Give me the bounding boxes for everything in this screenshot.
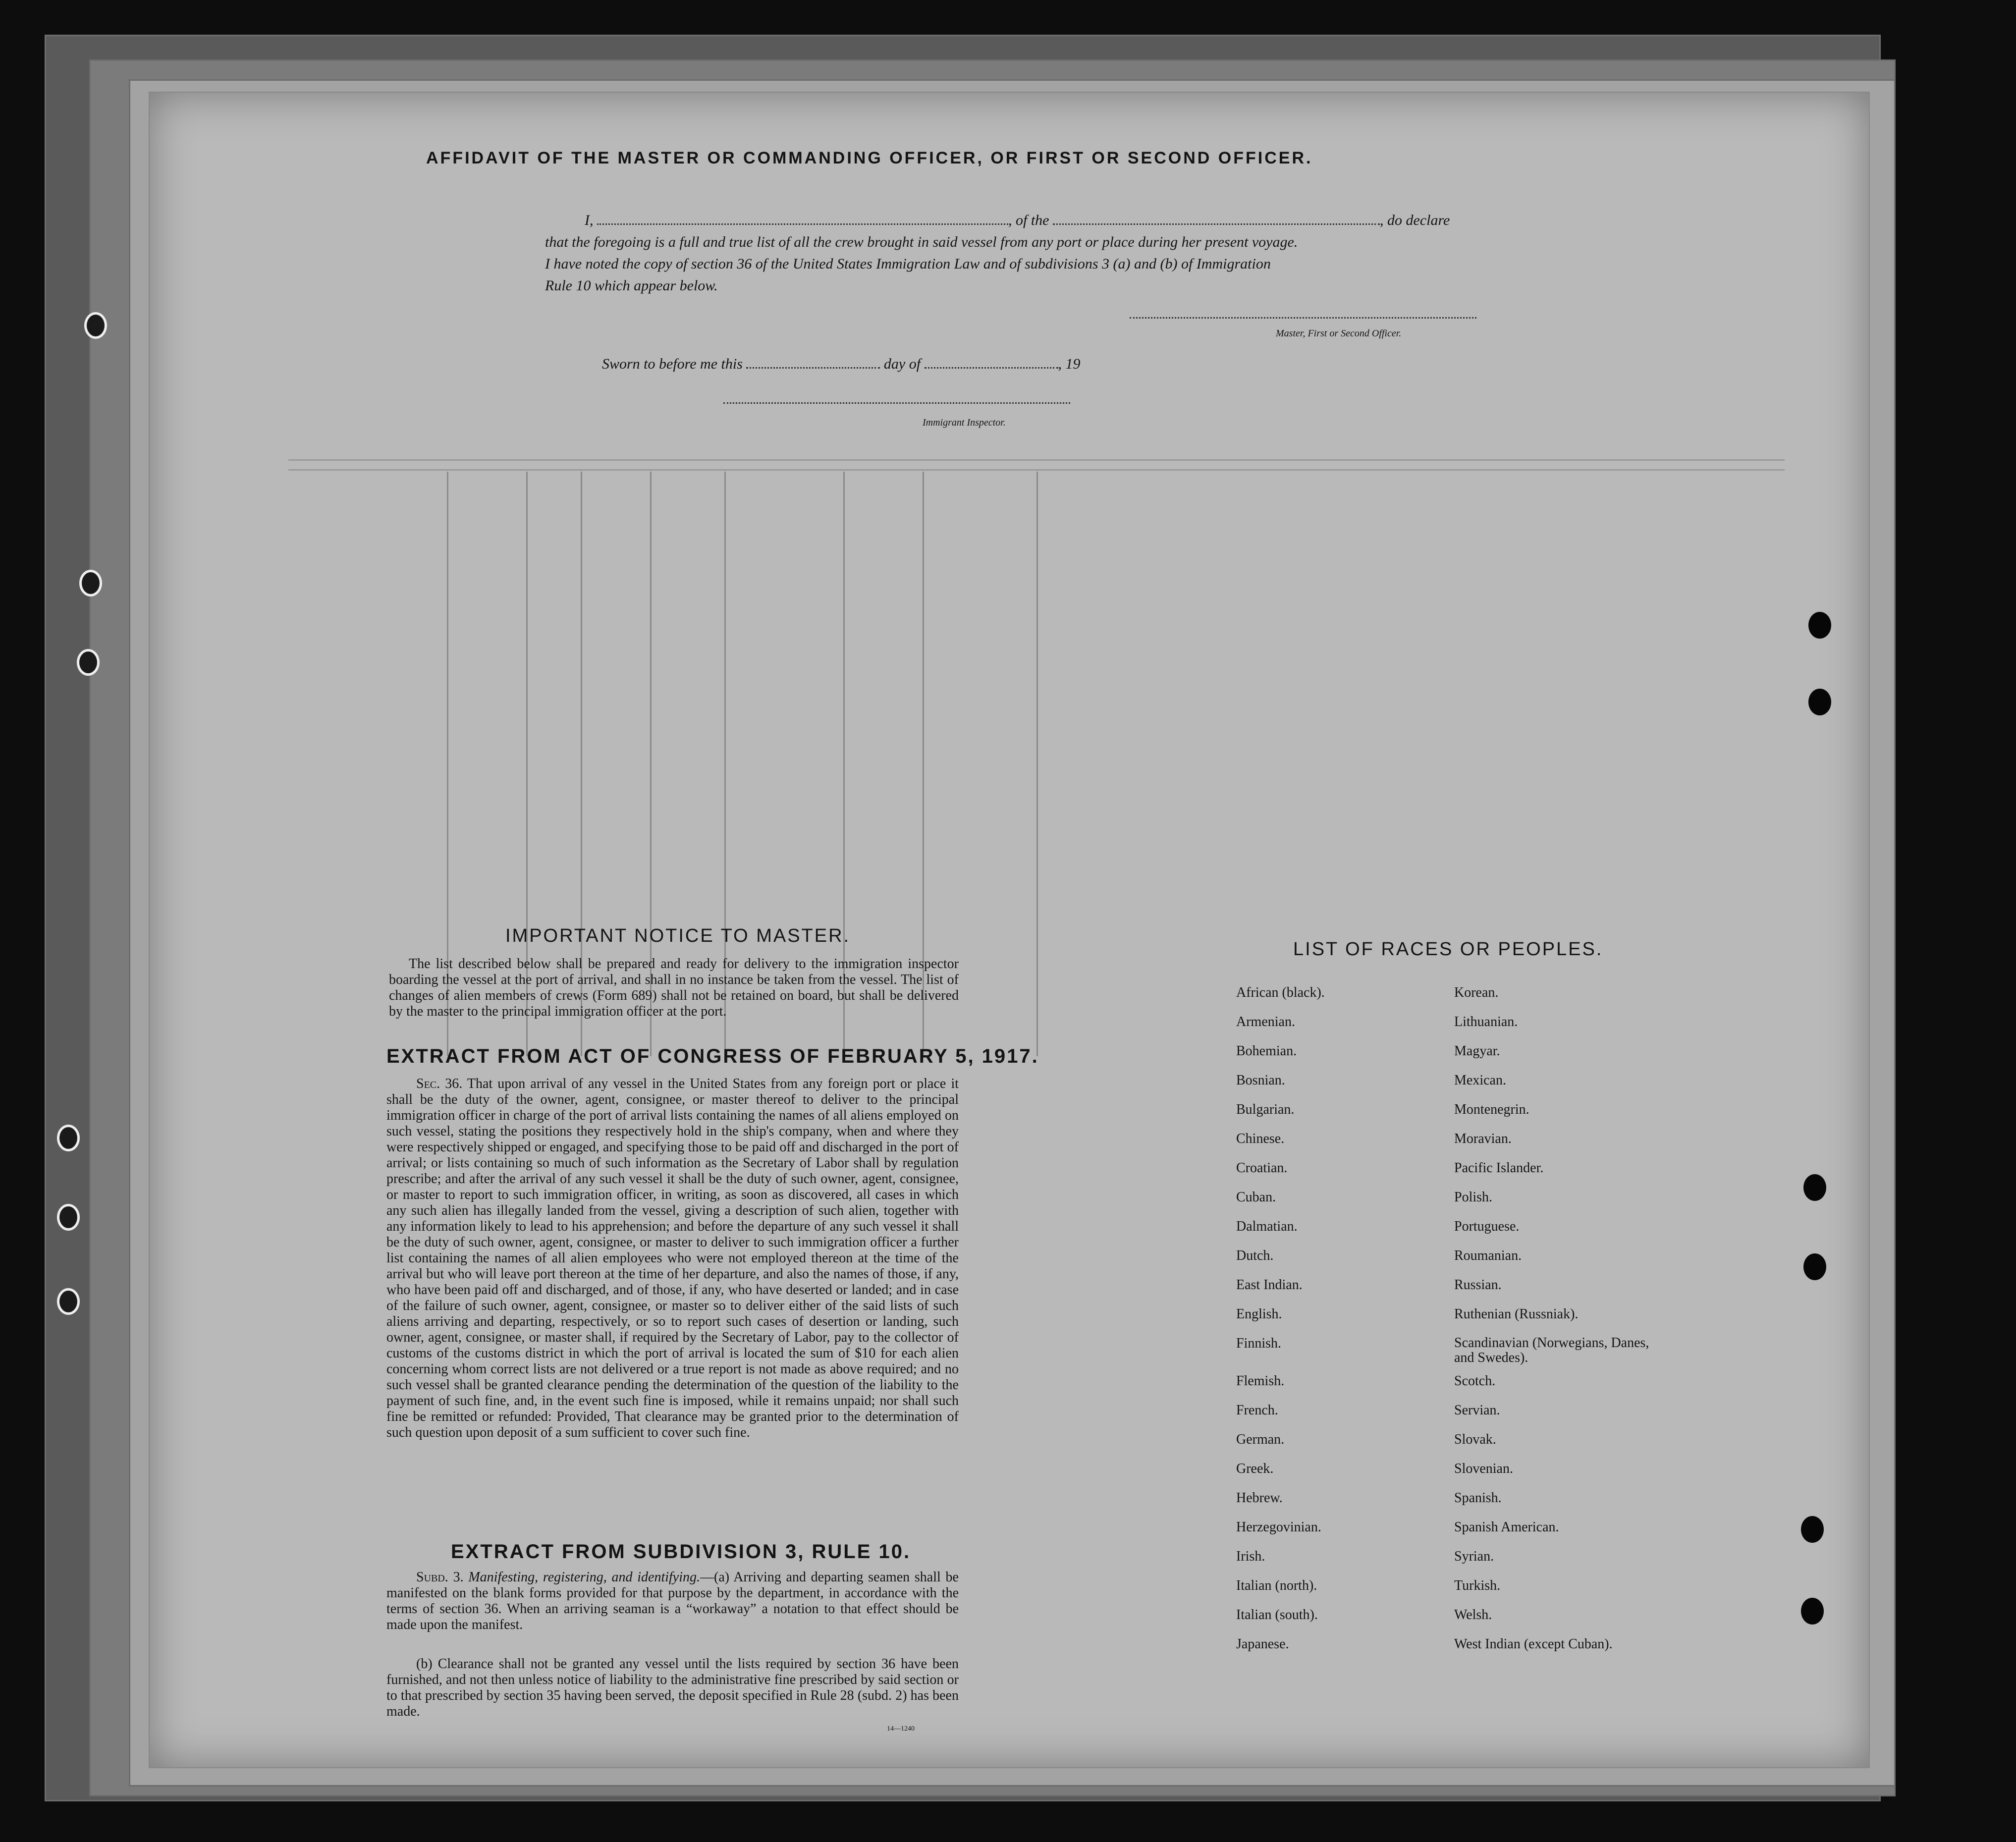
race-item: Greek. bbox=[1236, 1461, 1274, 1476]
binder-hole bbox=[77, 649, 100, 676]
manifest-page bbox=[149, 92, 1870, 1768]
binder-hole bbox=[79, 570, 102, 596]
race-item: Polish. bbox=[1454, 1190, 1493, 1205]
race-item: Armenian. bbox=[1236, 1014, 1295, 1029]
extract-act-title: EXTRACT FROM ACT OF CONGRESS OF FEBRUARY 5, 1917. bbox=[386, 1045, 1039, 1067]
binder-hole bbox=[57, 1288, 80, 1315]
race-item: French. bbox=[1236, 1403, 1278, 1418]
affidavit-i: I, bbox=[585, 212, 594, 228]
race-item: Scandinavian (Norwegians, Danes, and Swedes). bbox=[1454, 1335, 1649, 1365]
binder-hole bbox=[1808, 689, 1831, 715]
race-item: African (black). bbox=[1236, 985, 1325, 1000]
race-item: Ruthenian (Russniak). bbox=[1454, 1306, 1579, 1322]
extract-rule-title: EXTRACT FROM SUBDIVISION 3, RULE 10. bbox=[451, 1541, 911, 1563]
day-of-label: day of bbox=[883, 356, 921, 372]
binder-hole bbox=[1803, 1253, 1826, 1280]
race-item: Italian (south). bbox=[1236, 1607, 1318, 1623]
race-item: Syrian. bbox=[1454, 1549, 1494, 1564]
race-item: Bulgarian. bbox=[1236, 1102, 1295, 1117]
binder-hole bbox=[1808, 612, 1831, 639]
race-item: Spanish. bbox=[1454, 1490, 1502, 1506]
race-item: Slovak. bbox=[1454, 1432, 1496, 1447]
race-item: Turkish. bbox=[1454, 1578, 1501, 1593]
race-item: Montenegrin. bbox=[1454, 1102, 1529, 1117]
affidavit-line-2: that the foregoing is a full and true list of all the crew brought in said vessel from any port or place during her present voyage. bbox=[545, 234, 1298, 250]
binder-hole bbox=[57, 1125, 80, 1151]
master-signature-line[interactable] bbox=[1130, 317, 1476, 319]
bleed-through-rule bbox=[288, 469, 1785, 471]
extract-act-body bbox=[386, 1076, 959, 1441]
form-number: 14—1240 bbox=[887, 1725, 915, 1733]
inspector-signature-line[interactable] bbox=[723, 402, 1070, 404]
race-item: Dutch. bbox=[1236, 1248, 1274, 1263]
race-item: Italian (north). bbox=[1236, 1578, 1317, 1593]
affidavit-declare: , do declare bbox=[1380, 212, 1450, 228]
race-item: German. bbox=[1236, 1432, 1285, 1447]
year-label: , 19 bbox=[1058, 356, 1081, 372]
master-signature-label: Master, First or Second Officer. bbox=[1276, 328, 1402, 339]
vessel-field[interactable] bbox=[1053, 223, 1380, 225]
section-text: That upon arrival of any vessel in the United States from any foreign port or place it shall be the duty of the owner, agent, consignee, or master thereof to deliver to the principal immigration officer in charge of the port of arrival lists containing the names of all aliens employed on such vessel, stating the positions they respectively hold in the ship's company, when and where they were respectively shipped or engaged, and specifying those to be paid off and discharged in the port of arrival; or lists containing so much of such information as the Secretary of Labor shall by regulation prescribe; and after the arrival of any such vessel it shall be the duty of such owner, agent, consignee, or master to report to such immigration officer, in writing, as soon as discovered, all cases in which any such alien has illegally landed from the vessel, giving a description of such alien, together with any information likely to lead to his apprehension; and before the departure of any such vessel it shall be the duty of such owner, agent, consignee, or master to deliver to such immigration officer a further list containing the names of all alien employees who were not employed thereon at the time of the arrival but who will leave port thereon at the time of her departure, and also the names of those, if any, who have been paid off and discharged, and of those, if any, who have deserted or landed; and in case of the failure of such owner, agent, consignee, or master so to deliver either of the said lists of such aliens arriving and departing, respectively, or so to report such cases of desertion or landing, such owner, agent, consignee, or master shall, if required by the Secretary of Labor, pay to the collector of customs of the customs district in which the port of arrival is located the sum of $10 for each alien concerning whom correct lists are not delivered or a true report is not made as above required; and no such vessel shall be granted clearance pending the determination of the question of the liability to the payment of such fine, and, in the event such fine is imposed, while it remains unpaid; nor shall such fine be remitted or refunded: Provided, That clearance may be granted prior to the determination of such question upon deposit of a sum sufficient to cover such fine. bbox=[386, 1076, 959, 1440]
notice-body: The list described below shall be prepared and ready for delivery to the immigration inspector boarding the vessel at the port of arrival, and shall in no instance be taken from the vessel. The list of changes of alien members of crews (Form 689) shall not be retained on board, but shall be delivered by the master to the principal immigration officer at the port. bbox=[389, 956, 959, 1019]
sworn-day-field[interactable] bbox=[746, 367, 880, 369]
extract-rule-body-b: (b) Clearance shall not be granted any vessel until the lists required by section 36 have been furnished, and not then unless notice of liability to the administrative fine prescribed by said section or to that prescribed by section 35 having been served, the deposit specified in Rule 28 (subd. 2) has been made. bbox=[386, 1656, 959, 1719]
race-item: Cuban. bbox=[1236, 1190, 1276, 1205]
bleed-through-rule bbox=[288, 459, 1785, 461]
race-item: Croatian. bbox=[1236, 1160, 1288, 1176]
sworn-line bbox=[602, 356, 1081, 373]
binder-hole bbox=[57, 1204, 80, 1231]
affidavit-line-4: Rule 10 which appear below. bbox=[545, 277, 718, 294]
race-item: English. bbox=[1236, 1306, 1282, 1322]
section-label: Sec. 36. bbox=[416, 1076, 463, 1091]
race-item: Servian. bbox=[1454, 1403, 1500, 1418]
race-item: Scotch. bbox=[1454, 1373, 1496, 1389]
subd-para-a: —(a) Arriving and departing seamen shall be manifested on the blank forms provided for that purpose by the department, in accordance with the terms of section 36. When an arriving seaman is a “workaway” a notation to that effect should be made upon the manifest. bbox=[386, 1570, 959, 1632]
race-item: Lithuanian. bbox=[1454, 1014, 1518, 1029]
name-field[interactable] bbox=[597, 223, 1008, 225]
race-item: Bosnian. bbox=[1236, 1073, 1285, 1088]
race-item: Mexican. bbox=[1454, 1073, 1506, 1088]
extract-rule-body-a bbox=[386, 1570, 959, 1633]
subd-label: Subd. 3. bbox=[416, 1570, 464, 1585]
race-item: Finnish. bbox=[1236, 1336, 1282, 1351]
race-item: Moravian. bbox=[1454, 1131, 1512, 1146]
notice-title: IMPORTANT NOTICE TO MASTER. bbox=[505, 925, 851, 946]
race-item: Bohemian. bbox=[1236, 1043, 1297, 1059]
races-title: LIST OF RACES OR PEOPLES. bbox=[1293, 939, 1603, 960]
race-item: Pacific Islander. bbox=[1454, 1160, 1544, 1176]
bleed-through-column bbox=[1036, 472, 1038, 1056]
binder-hole bbox=[84, 312, 107, 339]
race-item: Japanese. bbox=[1236, 1636, 1289, 1652]
race-item: Spanish American. bbox=[1454, 1519, 1559, 1535]
race-item: Welsh. bbox=[1454, 1607, 1492, 1623]
race-item: Chinese. bbox=[1236, 1131, 1285, 1146]
race-item: West Indian (except Cuban). bbox=[1454, 1636, 1613, 1652]
race-item: Russian. bbox=[1454, 1277, 1502, 1293]
race-item: Herzegovinian. bbox=[1236, 1519, 1321, 1535]
affidavit-line-3: I have noted the copy of section 36 of the United States Immigration Law and of subdivisions 3 (a) and (b) of Immigration bbox=[545, 256, 1271, 272]
affidavit-title: AFFIDAVIT OF THE MASTER OR COMMANDING OFFICER, OR FIRST OR SECOND OFFICER. bbox=[426, 149, 1313, 167]
affidavit-of-the: , of the bbox=[1008, 212, 1049, 228]
race-item: Roumanian. bbox=[1454, 1248, 1522, 1263]
inspector-label: Immigrant Inspector. bbox=[923, 417, 1006, 428]
race-item: Hebrew. bbox=[1236, 1490, 1283, 1506]
race-item: Dalmatian. bbox=[1236, 1219, 1298, 1234]
race-item: Irish. bbox=[1236, 1549, 1265, 1564]
subd-heading: Manifesting, registering, and identifying. bbox=[468, 1570, 700, 1585]
race-item: Slovenian. bbox=[1454, 1461, 1513, 1476]
race-item: Portuguese. bbox=[1454, 1219, 1520, 1234]
race-item: East Indian. bbox=[1236, 1277, 1303, 1293]
sworn-month-field[interactable] bbox=[925, 367, 1058, 369]
race-item: Flemish. bbox=[1236, 1373, 1285, 1389]
binder-hole bbox=[1801, 1516, 1824, 1543]
binder-hole bbox=[1801, 1598, 1824, 1625]
affidavit-line-1 bbox=[585, 212, 1450, 229]
race-item: Korean. bbox=[1454, 985, 1499, 1000]
binder-hole bbox=[1803, 1174, 1826, 1201]
sworn-label: Sworn to before me this bbox=[602, 356, 743, 372]
race-item: Magyar. bbox=[1454, 1043, 1500, 1059]
